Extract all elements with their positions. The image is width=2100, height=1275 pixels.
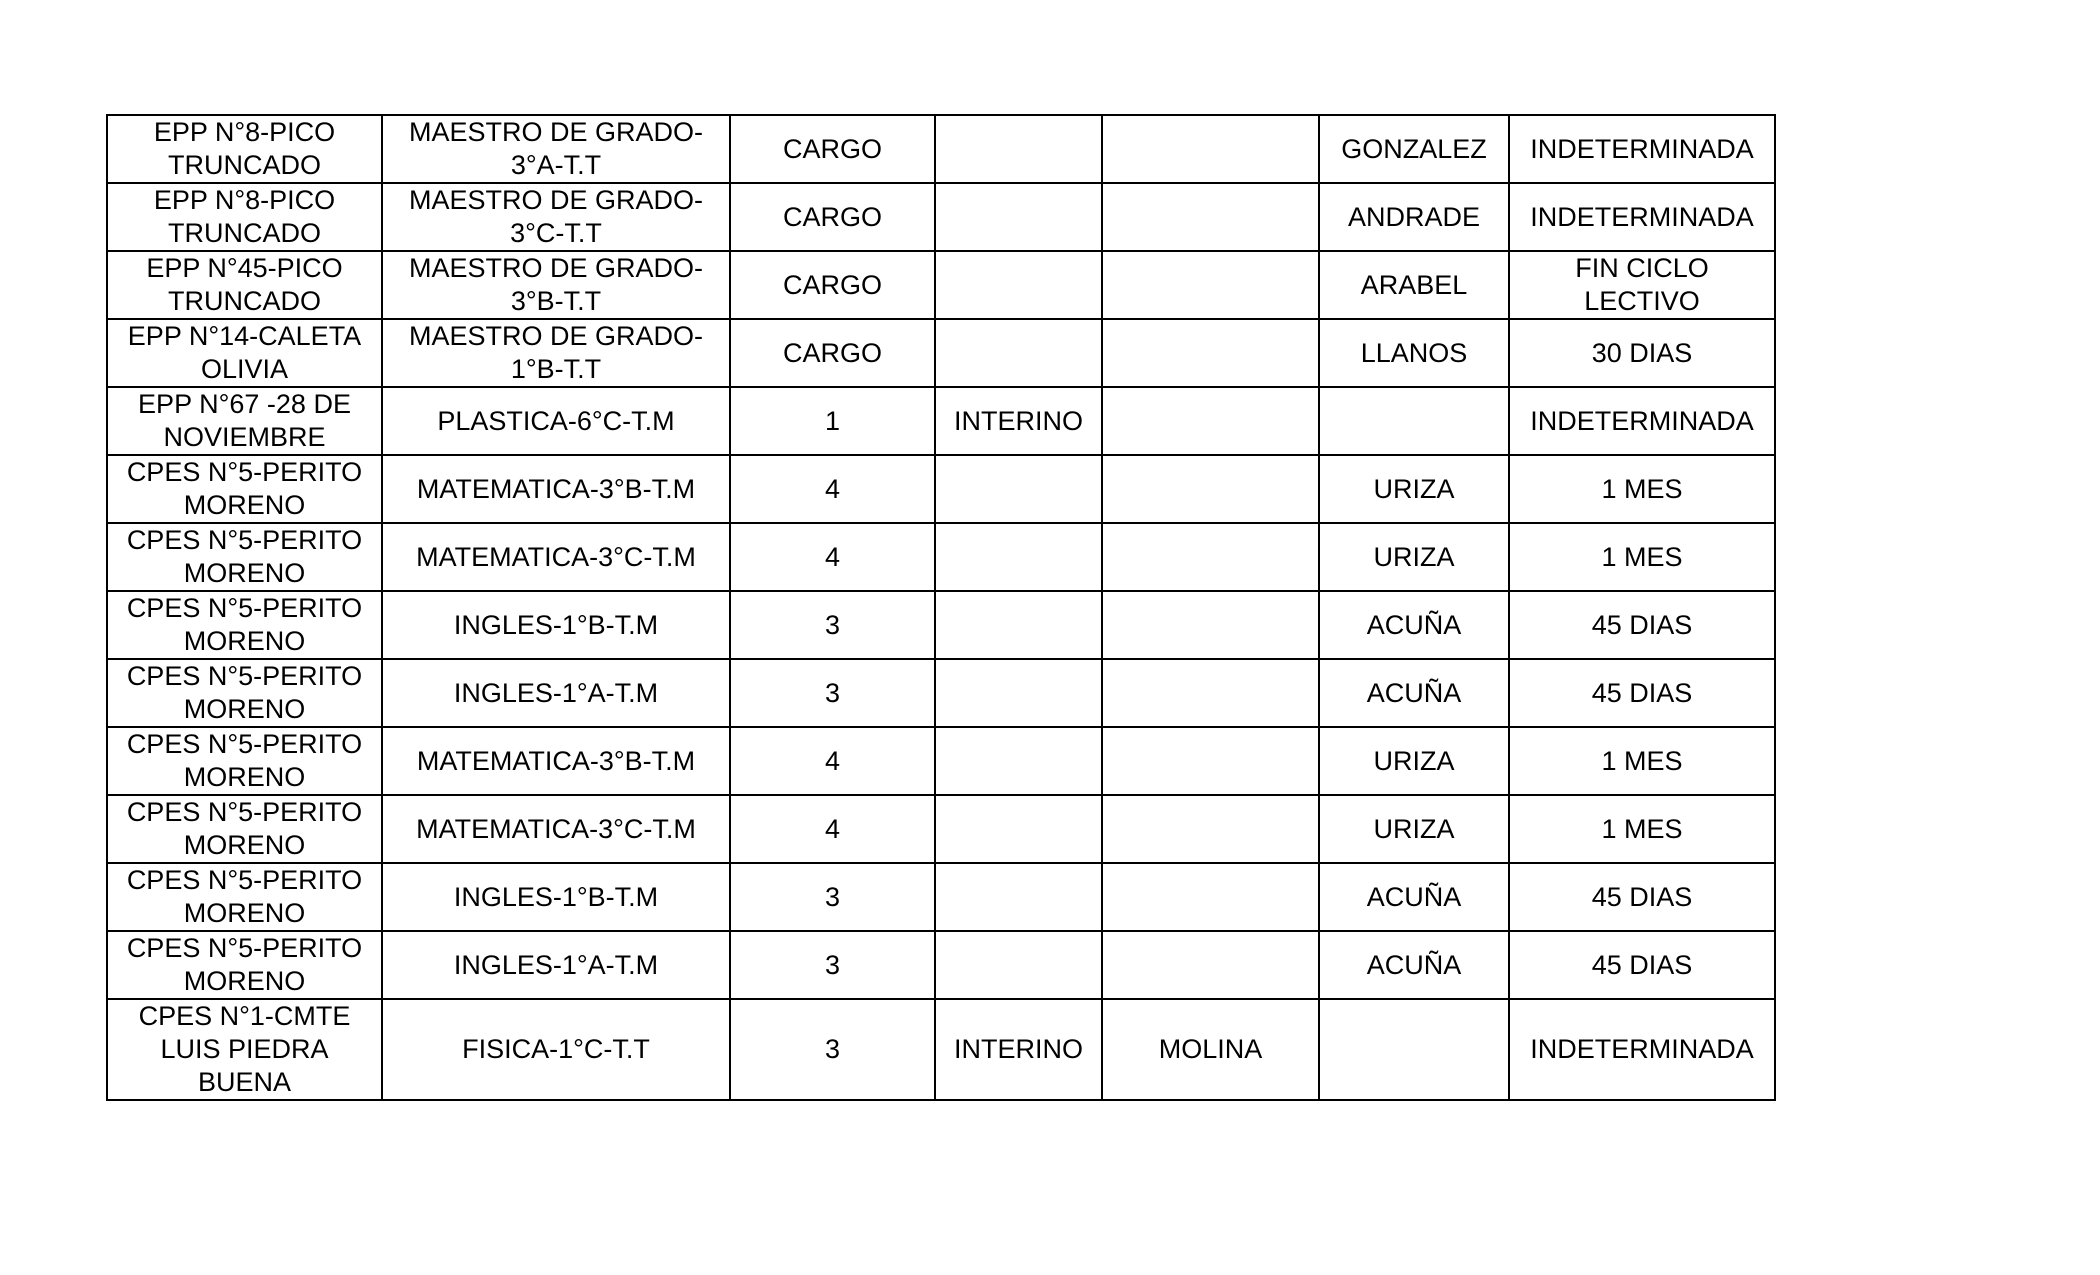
- hours-cell: 3: [730, 591, 935, 659]
- hours-cell: CARGO: [730, 251, 935, 319]
- position-cell: INGLES-1°A-T.M: [382, 659, 730, 727]
- position-cell: MATEMATICA-3°C-T.M: [382, 795, 730, 863]
- assignee-cell: [1102, 863, 1319, 931]
- hours-cell: 3: [730, 999, 935, 1100]
- school-cell: EPP N°8-PICO TRUNCADO: [107, 115, 382, 183]
- position-cell: INGLES-1°B-T.M: [382, 591, 730, 659]
- assignee-cell: [1102, 659, 1319, 727]
- table-row: [107, 727, 1775, 795]
- replaced-cell: ACUÑA: [1319, 863, 1509, 931]
- table-row: [107, 387, 1775, 455]
- duration-cell: 30 DIAS: [1509, 319, 1775, 387]
- replaced-cell: URIZA: [1319, 523, 1509, 591]
- position-cell: MATEMATICA-3°B-T.M: [382, 727, 730, 795]
- duration-cell: 1 MES: [1509, 727, 1775, 795]
- status-cell: [935, 727, 1102, 795]
- assignee-cell: [1102, 251, 1319, 319]
- table-row: [107, 523, 1775, 591]
- status-cell: INTERINO: [935, 999, 1102, 1100]
- hours-cell: CARGO: [730, 183, 935, 251]
- assignee-cell: [1102, 523, 1319, 591]
- duration-cell: INDETERMINADA: [1509, 183, 1775, 251]
- status-cell: [935, 591, 1102, 659]
- school-cell: CPES N°5-PERITO MORENO: [107, 455, 382, 523]
- table-row: [107, 455, 1775, 523]
- assignee-cell: [1102, 727, 1319, 795]
- table-row: [107, 795, 1775, 863]
- assignee-cell: [1102, 183, 1319, 251]
- position-cell: PLASTICA-6°C-T.M: [382, 387, 730, 455]
- school-cell: CPES N°5-PERITO MORENO: [107, 795, 382, 863]
- duration-cell: 1 MES: [1509, 455, 1775, 523]
- position-cell: MAESTRO DE GRADO-3°A-T.T: [382, 115, 730, 183]
- replaced-cell: URIZA: [1319, 727, 1509, 795]
- table-body: [107, 115, 1775, 1100]
- hours-cell: CARGO: [730, 319, 935, 387]
- school-cell: CPES N°5-PERITO MORENO: [107, 863, 382, 931]
- status-cell: [935, 319, 1102, 387]
- school-cell: CPES N°5-PERITO MORENO: [107, 931, 382, 999]
- status-cell: [935, 523, 1102, 591]
- table-row: [107, 251, 1775, 319]
- position-cell: MAESTRO DE GRADO-3°C-T.T: [382, 183, 730, 251]
- replaced-cell: [1319, 999, 1509, 1100]
- status-cell: INTERINO: [935, 387, 1102, 455]
- replaced-cell: LLANOS: [1319, 319, 1509, 387]
- assignee-cell: MOLINA: [1102, 999, 1319, 1100]
- table-row: [107, 319, 1775, 387]
- school-cell: CPES N°5-PERITO MORENO: [107, 523, 382, 591]
- hours-cell: 3: [730, 863, 935, 931]
- replaced-cell: GONZALEZ: [1319, 115, 1509, 183]
- assignee-cell: [1102, 931, 1319, 999]
- hours-cell: 4: [730, 523, 935, 591]
- replaced-cell: ANDRADE: [1319, 183, 1509, 251]
- position-cell: MATEMATICA-3°C-T.M: [382, 523, 730, 591]
- position-cell: FISICA-1°C-T.T: [382, 999, 730, 1100]
- duration-cell: 1 MES: [1509, 523, 1775, 591]
- position-cell: MATEMATICA-3°B-T.M: [382, 455, 730, 523]
- replaced-cell: ACUÑA: [1319, 931, 1509, 999]
- hours-cell: 4: [730, 455, 935, 523]
- assignee-cell: [1102, 455, 1319, 523]
- table-row: [107, 115, 1775, 183]
- school-cell: EPP N°67 -28 DE NOVIEMBRE: [107, 387, 382, 455]
- school-cell: CPES N°5-PERITO MORENO: [107, 591, 382, 659]
- replaced-cell: ARABEL: [1319, 251, 1509, 319]
- duration-cell: INDETERMINADA: [1509, 115, 1775, 183]
- hours-cell: 3: [730, 659, 935, 727]
- replaced-cell: [1319, 387, 1509, 455]
- hours-cell: 4: [730, 795, 935, 863]
- duration-cell: 1 MES: [1509, 795, 1775, 863]
- duration-cell: 45 DIAS: [1509, 931, 1775, 999]
- table-row: [107, 999, 1775, 1100]
- assignee-cell: [1102, 319, 1319, 387]
- status-cell: [935, 795, 1102, 863]
- replaced-cell: ACUÑA: [1319, 659, 1509, 727]
- status-cell: [935, 183, 1102, 251]
- assignee-cell: [1102, 591, 1319, 659]
- school-cell: EPP N°14-CALETA OLIVIA: [107, 319, 382, 387]
- duration-cell: 45 DIAS: [1509, 591, 1775, 659]
- replaced-cell: URIZA: [1319, 455, 1509, 523]
- position-cell: MAESTRO DE GRADO-3°B-T.T: [382, 251, 730, 319]
- table-row: [107, 931, 1775, 999]
- school-cell: EPP N°45-PICO TRUNCADO: [107, 251, 382, 319]
- status-cell: [935, 863, 1102, 931]
- status-cell: [935, 659, 1102, 727]
- status-cell: [935, 115, 1102, 183]
- school-cell: CPES N°1-CMTE LUIS PIEDRA BUENA: [107, 999, 382, 1100]
- duration-cell: INDETERMINADA: [1509, 387, 1775, 455]
- position-cell: INGLES-1°A-T.M: [382, 931, 730, 999]
- duration-cell: FIN CICLO LECTIVO: [1509, 251, 1775, 319]
- assignee-cell: [1102, 115, 1319, 183]
- table-row: [107, 863, 1775, 931]
- duration-cell: INDETERMINADA: [1509, 999, 1775, 1100]
- school-cell: CPES N°5-PERITO MORENO: [107, 727, 382, 795]
- school-cell: CPES N°5-PERITO MORENO: [107, 659, 382, 727]
- assignee-cell: [1102, 387, 1319, 455]
- status-cell: [935, 251, 1102, 319]
- table-row: [107, 591, 1775, 659]
- duration-cell: 45 DIAS: [1509, 659, 1775, 727]
- replaced-cell: ACUÑA: [1319, 591, 1509, 659]
- hours-cell: 3: [730, 931, 935, 999]
- hours-cell: CARGO: [730, 115, 935, 183]
- replaced-cell: URIZA: [1319, 795, 1509, 863]
- hours-cell: 4: [730, 727, 935, 795]
- table-row: [107, 659, 1775, 727]
- hours-cell: 1: [730, 387, 935, 455]
- assignee-cell: [1102, 795, 1319, 863]
- position-cell: MAESTRO DE GRADO-1°B-T.T: [382, 319, 730, 387]
- assignments-table: [106, 114, 1776, 1101]
- status-cell: [935, 455, 1102, 523]
- duration-cell: 45 DIAS: [1509, 863, 1775, 931]
- school-cell: EPP N°8-PICO TRUNCADO: [107, 183, 382, 251]
- position-cell: INGLES-1°B-T.M: [382, 863, 730, 931]
- table-row: [107, 183, 1775, 251]
- status-cell: [935, 931, 1102, 999]
